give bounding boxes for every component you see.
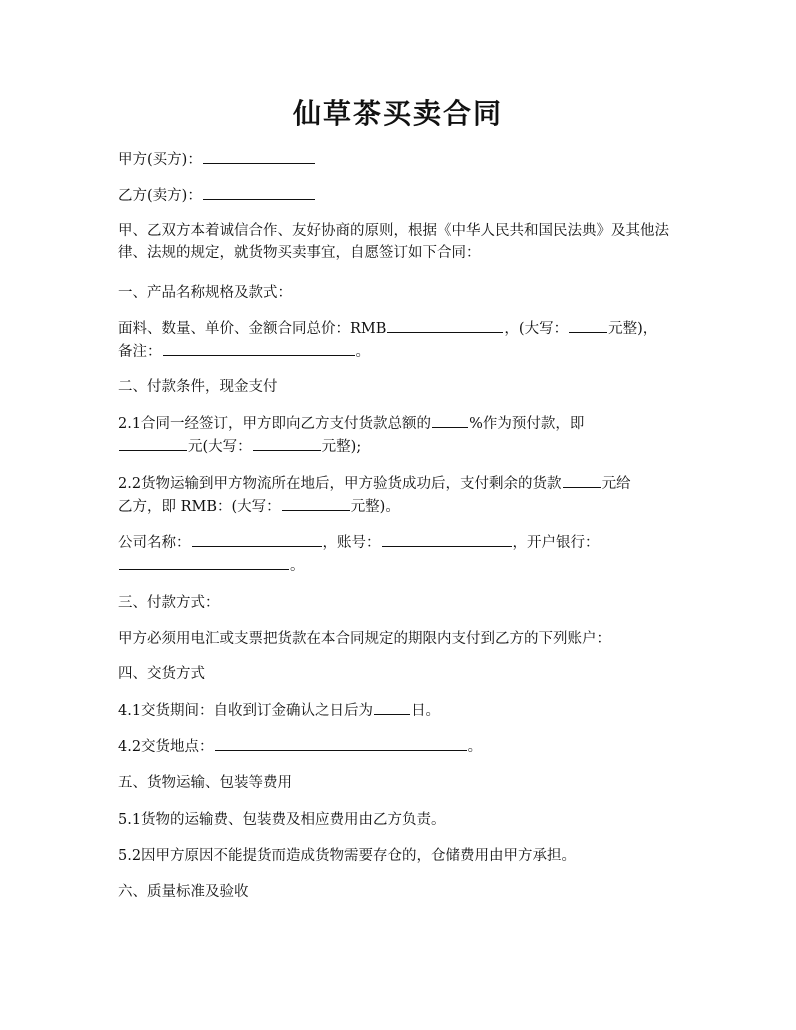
days-suffix: 日。 xyxy=(411,703,441,719)
section-1-line-1 xyxy=(118,318,688,340)
company-name-label: 公司名称： xyxy=(118,535,191,551)
party-a-label: 甲方(买方)： xyxy=(118,152,202,168)
delivery-period-label: 4.1交货期间：自收到订金确认之日后为 xyxy=(118,703,374,719)
prepay-capital-blank[interactable] xyxy=(253,436,321,451)
account-label: ，账号： xyxy=(322,535,381,551)
yuan-suffix: 元整)， xyxy=(608,321,658,337)
clause-5-2: 5.2因甲方原因不能提货而造成货物需要存仓的，仓储费用由甲方承担。 xyxy=(118,848,577,864)
clause-4-1 xyxy=(118,700,688,722)
company-line-2 xyxy=(118,555,688,577)
balance-capital-blank[interactable] xyxy=(282,496,350,511)
section-6-heading: 六、质量标准及验收 xyxy=(118,884,249,900)
total-price-blank[interactable] xyxy=(387,318,503,333)
party-a-blank[interactable] xyxy=(203,149,315,164)
document-title: 仙草茶买卖合同 xyxy=(292,97,503,130)
clause-2-1-line-1 xyxy=(118,413,688,435)
prepay-amount-blank[interactable] xyxy=(119,436,187,451)
section-4-heading: 四、交货方式 xyxy=(118,666,205,682)
clause-2-2-text: 2.2货物运输到甲方物流所在地后，甲方验货成功后，支付剩余的货款 xyxy=(118,476,562,492)
section-3-text: 甲方必须用电汇或支票把货款在本合同规定的期限内支付到乙方的下列账户： xyxy=(118,631,611,647)
remarks-blank[interactable] xyxy=(163,341,355,356)
party-b-label: 乙方(卖方)： xyxy=(118,188,202,204)
party-b-blank[interactable] xyxy=(203,185,315,200)
balance-amount-blank[interactable] xyxy=(563,473,601,488)
clause-2-2-line-1 xyxy=(118,473,688,495)
clause-2-1-line-2 xyxy=(118,436,688,458)
clause-2-2-line-2 xyxy=(118,496,688,518)
clause-2-1-text: 2.1合同一经签订，甲方即向乙方支付货款总额的 xyxy=(118,416,432,432)
yuan-suffix: 元整); xyxy=(321,439,362,455)
capital-label: 元(大写： xyxy=(188,439,252,455)
period: 。 xyxy=(355,344,370,360)
preamble-paragraph: 甲、乙双方本着诚信合作、友好协商的原则，根据《中华人民共和国民法典》及其他法律、法规的规定，就货物买卖事宜，自愿签订如下合同： xyxy=(118,223,669,261)
rmb-label: 乙方，即 RMB：(大写： xyxy=(118,499,281,515)
company-line-1 xyxy=(118,532,688,554)
total-price-label: 面料、数量、单价、金额合同总价：RMB xyxy=(118,321,387,337)
period: 。 xyxy=(290,558,305,574)
account-blank[interactable] xyxy=(382,532,512,547)
delivery-location-blank[interactable] xyxy=(215,736,467,751)
section-1-line-2 xyxy=(118,341,688,363)
bank-label: ，开户银行： xyxy=(512,535,600,551)
party-a-line xyxy=(118,149,688,171)
delivery-days-blank[interactable] xyxy=(374,700,410,715)
section-5-heading: 五、货物运输、包装等费用 xyxy=(118,775,292,791)
party-b-line xyxy=(118,185,688,207)
section-3-heading: 三、付款方式： xyxy=(118,595,220,611)
clause-5-1: 5.1货物的运输费、包装费及相应费用由乙方负责。 xyxy=(118,812,446,828)
period: 。 xyxy=(467,739,483,755)
delivery-location-label: 4.2交货地点： xyxy=(118,739,214,755)
section-1-heading: 一、产品名称规格及款式： xyxy=(118,285,292,301)
capital-amount-blank[interactable] xyxy=(569,318,607,333)
prepay-percent-blank[interactable] xyxy=(432,413,468,428)
bank-blank[interactable] xyxy=(119,555,289,570)
capital-label: ，(大写： xyxy=(504,321,569,337)
clause-4-2 xyxy=(118,736,688,758)
prepay-label: %作为预付款，即 xyxy=(469,416,585,432)
company-name-blank[interactable] xyxy=(192,532,322,547)
yuan-give-label: 元给 xyxy=(601,476,631,492)
remarks-label: 备注： xyxy=(118,344,162,360)
yuan-suffix: 元整)。 xyxy=(350,499,400,515)
section-2-heading: 二、付款条件，现金支付 xyxy=(118,379,278,395)
